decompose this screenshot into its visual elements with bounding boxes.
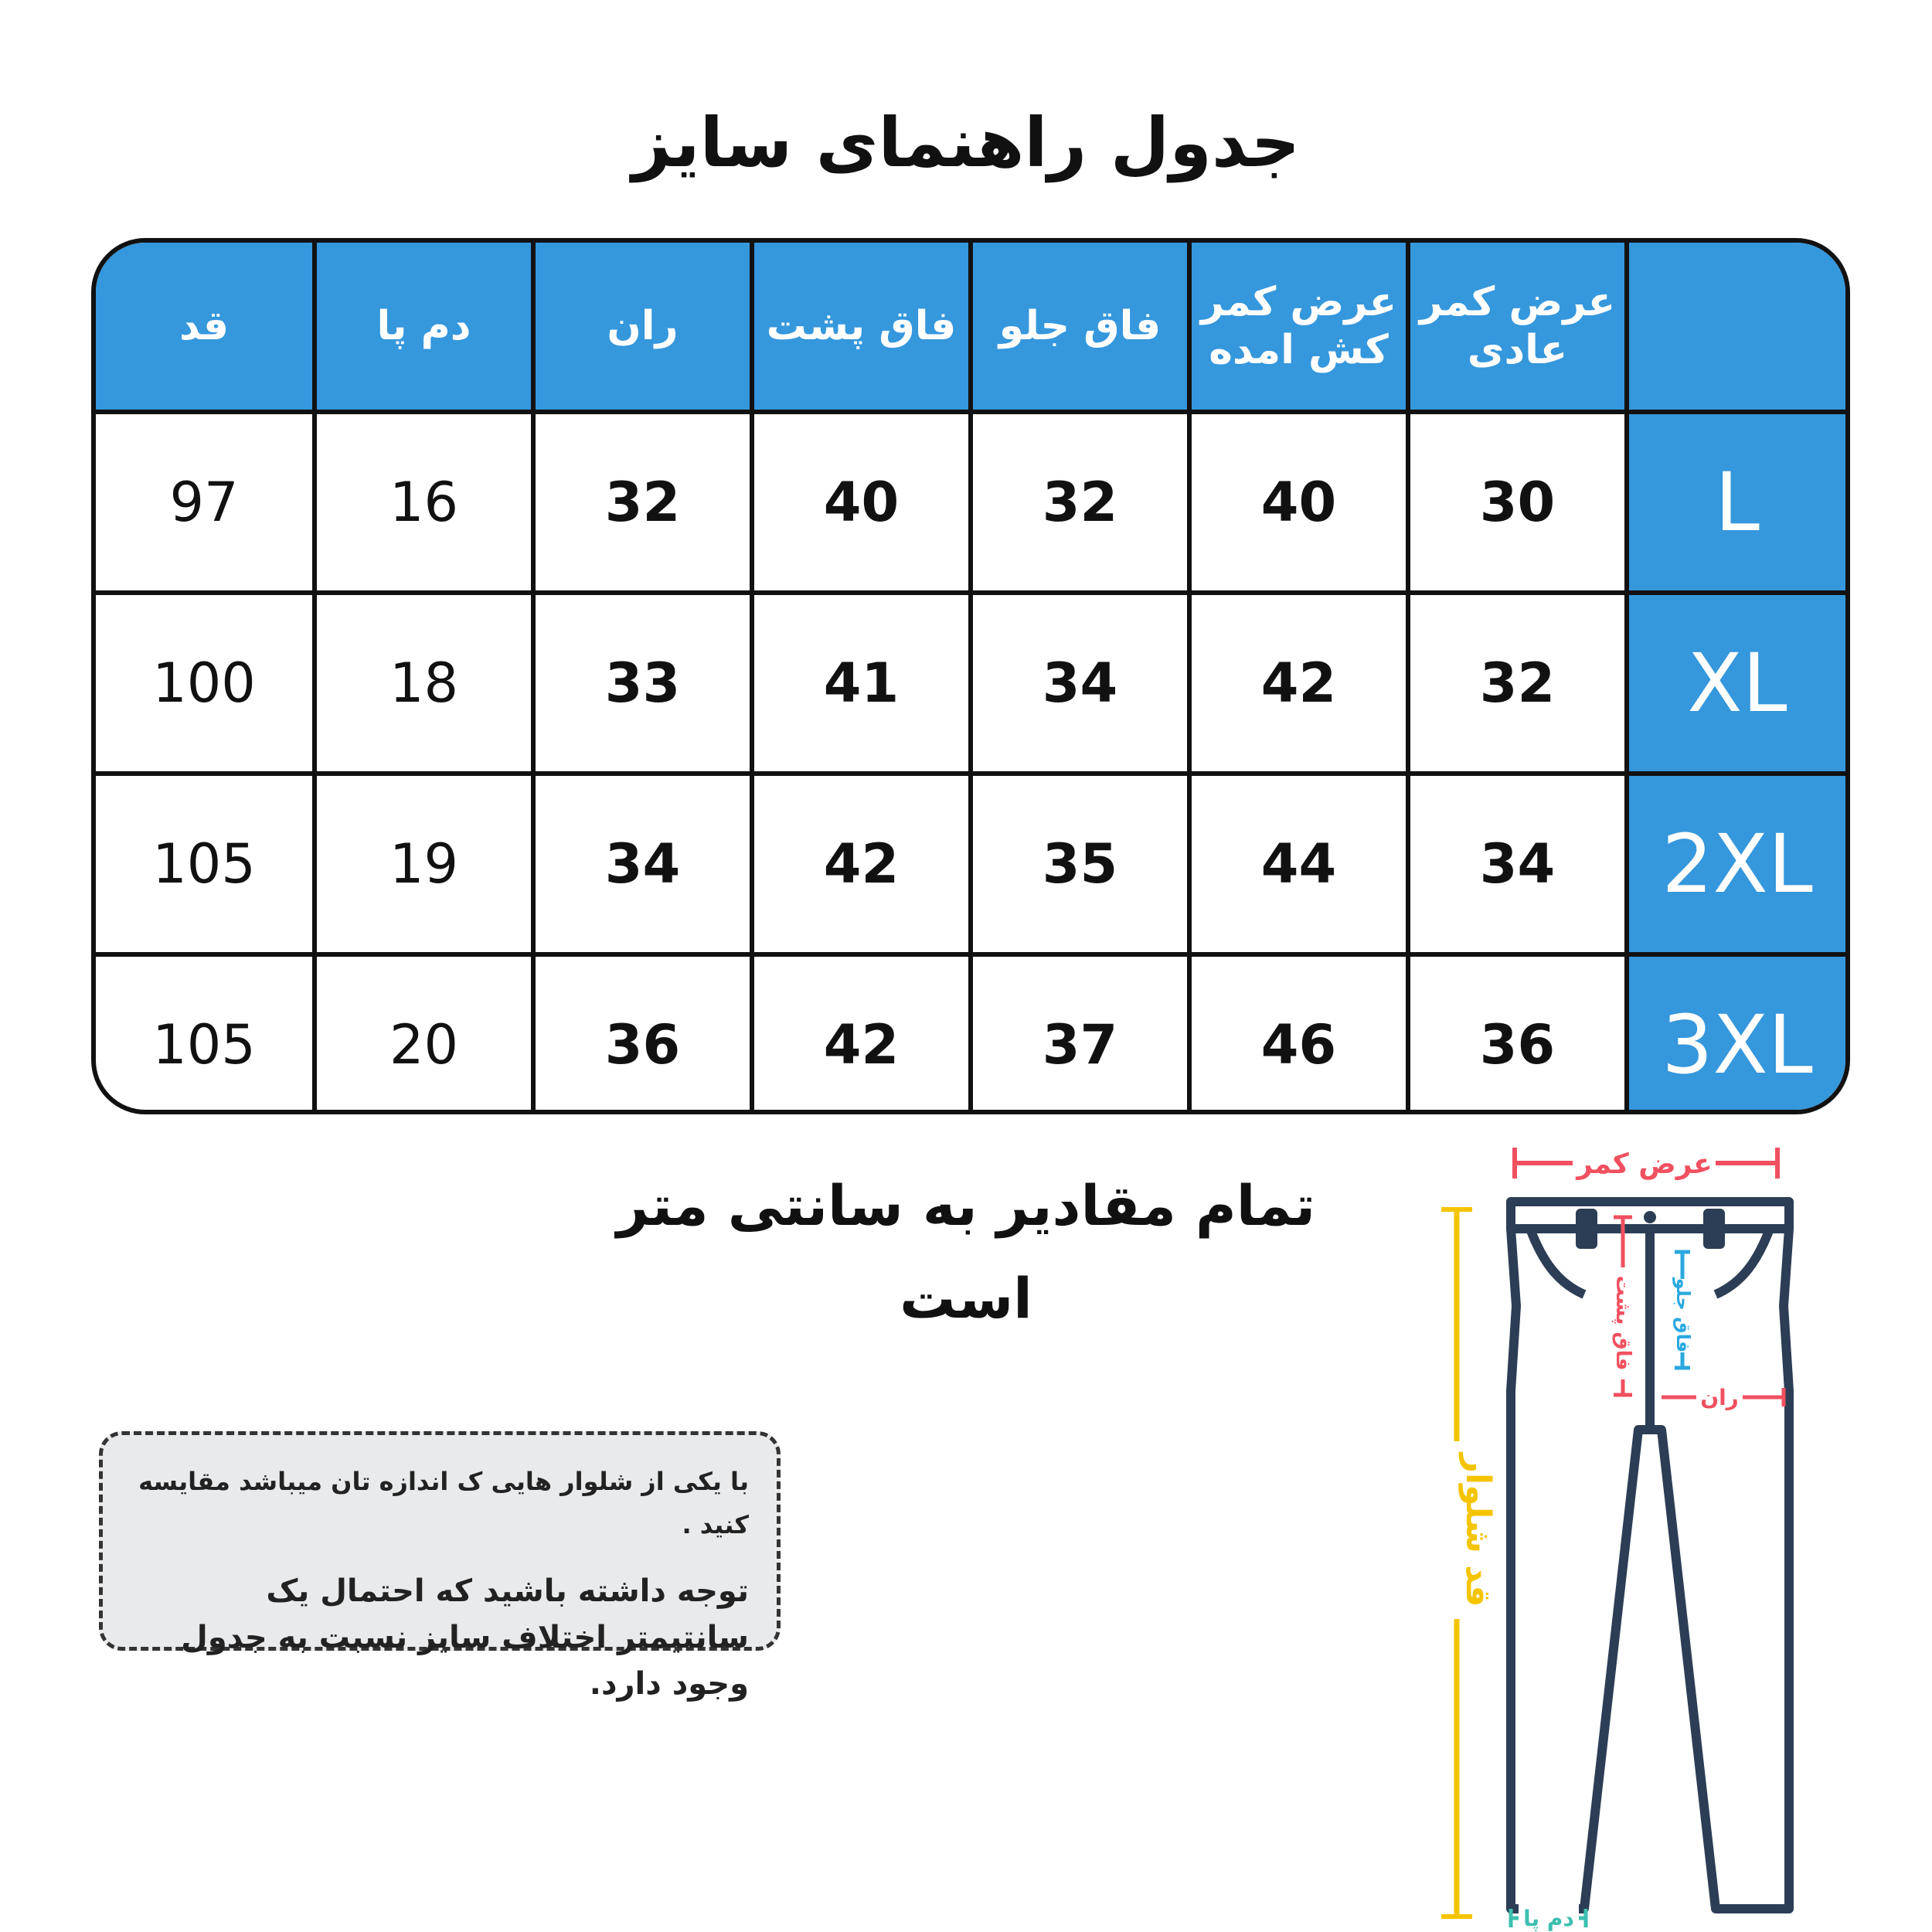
cell-height: 100 (96, 593, 315, 774)
table-row (96, 954, 1845, 1114)
table-row (96, 593, 1845, 774)
cell-height: 105 (96, 774, 315, 954)
cell-waist-stretched: 42 (1189, 593, 1408, 774)
cell-hem: 16 (315, 412, 533, 593)
header-height: قد (96, 243, 315, 412)
cell-size: XL (1627, 593, 1845, 774)
hem-label: دم پا (1523, 1906, 1574, 1931)
cell-thigh: 34 (533, 774, 752, 954)
pants-shape (1511, 1202, 1789, 1909)
cell-height: 105 (96, 954, 315, 1114)
cell-thigh: 33 (533, 593, 752, 774)
cell-back-rise: 42 (752, 954, 971, 1114)
cell-waist-stretched: 46 (1189, 954, 1408, 1114)
cell-front-rise: 35 (971, 774, 1189, 954)
cell-hem: 18 (315, 593, 533, 774)
header-waist-stretched: عرض کمر کش امده (1189, 243, 1408, 412)
cell-size: 2XL (1627, 774, 1845, 954)
cell-thigh: 32 (533, 412, 752, 593)
pants-diagram (1414, 1136, 1816, 1932)
header-back-rise: فاق پشت (752, 243, 971, 412)
thigh-label: ران (1700, 1385, 1739, 1410)
header-hem: دم پا (315, 243, 533, 412)
advice-line-1: با یکی از شلوار هایی ک اندازه تان میباشد مقایسه کنید . (138, 1467, 749, 1539)
header-thigh: ران (533, 243, 752, 412)
table-header-row (96, 243, 1845, 412)
header-waist-normal: عرض کمر عادی (1408, 243, 1627, 412)
back-rise-measure (1611, 1217, 1634, 1395)
cell-thigh: 36 (533, 954, 752, 1114)
cell-hem: 20 (315, 954, 533, 1114)
advice-box (99, 1431, 781, 1702)
table-row (96, 774, 1845, 954)
back-rise-label: فاق پشت (1611, 1275, 1634, 1371)
cell-back-rise: 42 (752, 774, 971, 954)
cell-hem: 19 (315, 774, 533, 954)
front-rise-measure (1672, 1252, 1694, 1368)
header-front-rise: فاق جلو (971, 243, 1189, 412)
table-row (96, 412, 1845, 593)
cell-size: L (1627, 412, 1845, 593)
cell-waist-normal: 30 (1408, 412, 1627, 593)
cell-front-rise: 32 (971, 412, 1189, 593)
cell-height: 97 (96, 412, 315, 593)
cell-waist-stretched: 44 (1189, 774, 1408, 954)
hem-measure (1511, 1904, 1586, 1931)
length-label: قد شلوار (1458, 1453, 1498, 1607)
cell-waist-normal: 34 (1408, 774, 1627, 954)
pants-outline-icon (1414, 1136, 1816, 1932)
units-note: تمام مقادیر به سانتی متر است (616, 1173, 1316, 1331)
thigh-measure (1662, 1382, 1784, 1410)
cell-front-rise: 34 (971, 593, 1189, 774)
waist-label: عرض کمر (1577, 1148, 1713, 1180)
cell-waist-stretched: 40 (1189, 412, 1408, 593)
header-size (1627, 243, 1845, 412)
size-table (91, 238, 1850, 1114)
page-title: جدول راهنمای سایز (631, 103, 1301, 182)
waist-measure (1515, 1142, 1777, 1182)
cell-back-rise: 40 (752, 412, 971, 593)
cell-waist-normal: 36 (1408, 954, 1627, 1114)
length-measure (1434, 1209, 1498, 1917)
cell-front-rise: 37 (971, 954, 1189, 1114)
advice-line-2: توجه داشته باشید که احتمال یک سانتیمتر اختلاف سایز نسبت به جدول وجود دارد. (181, 1573, 749, 1702)
cell-waist-normal: 32 (1408, 593, 1627, 774)
front-rise-label: فاق جلو (1672, 1277, 1694, 1353)
cell-back-rise: 41 (752, 593, 971, 774)
cell-size: 3XL (1627, 954, 1845, 1114)
